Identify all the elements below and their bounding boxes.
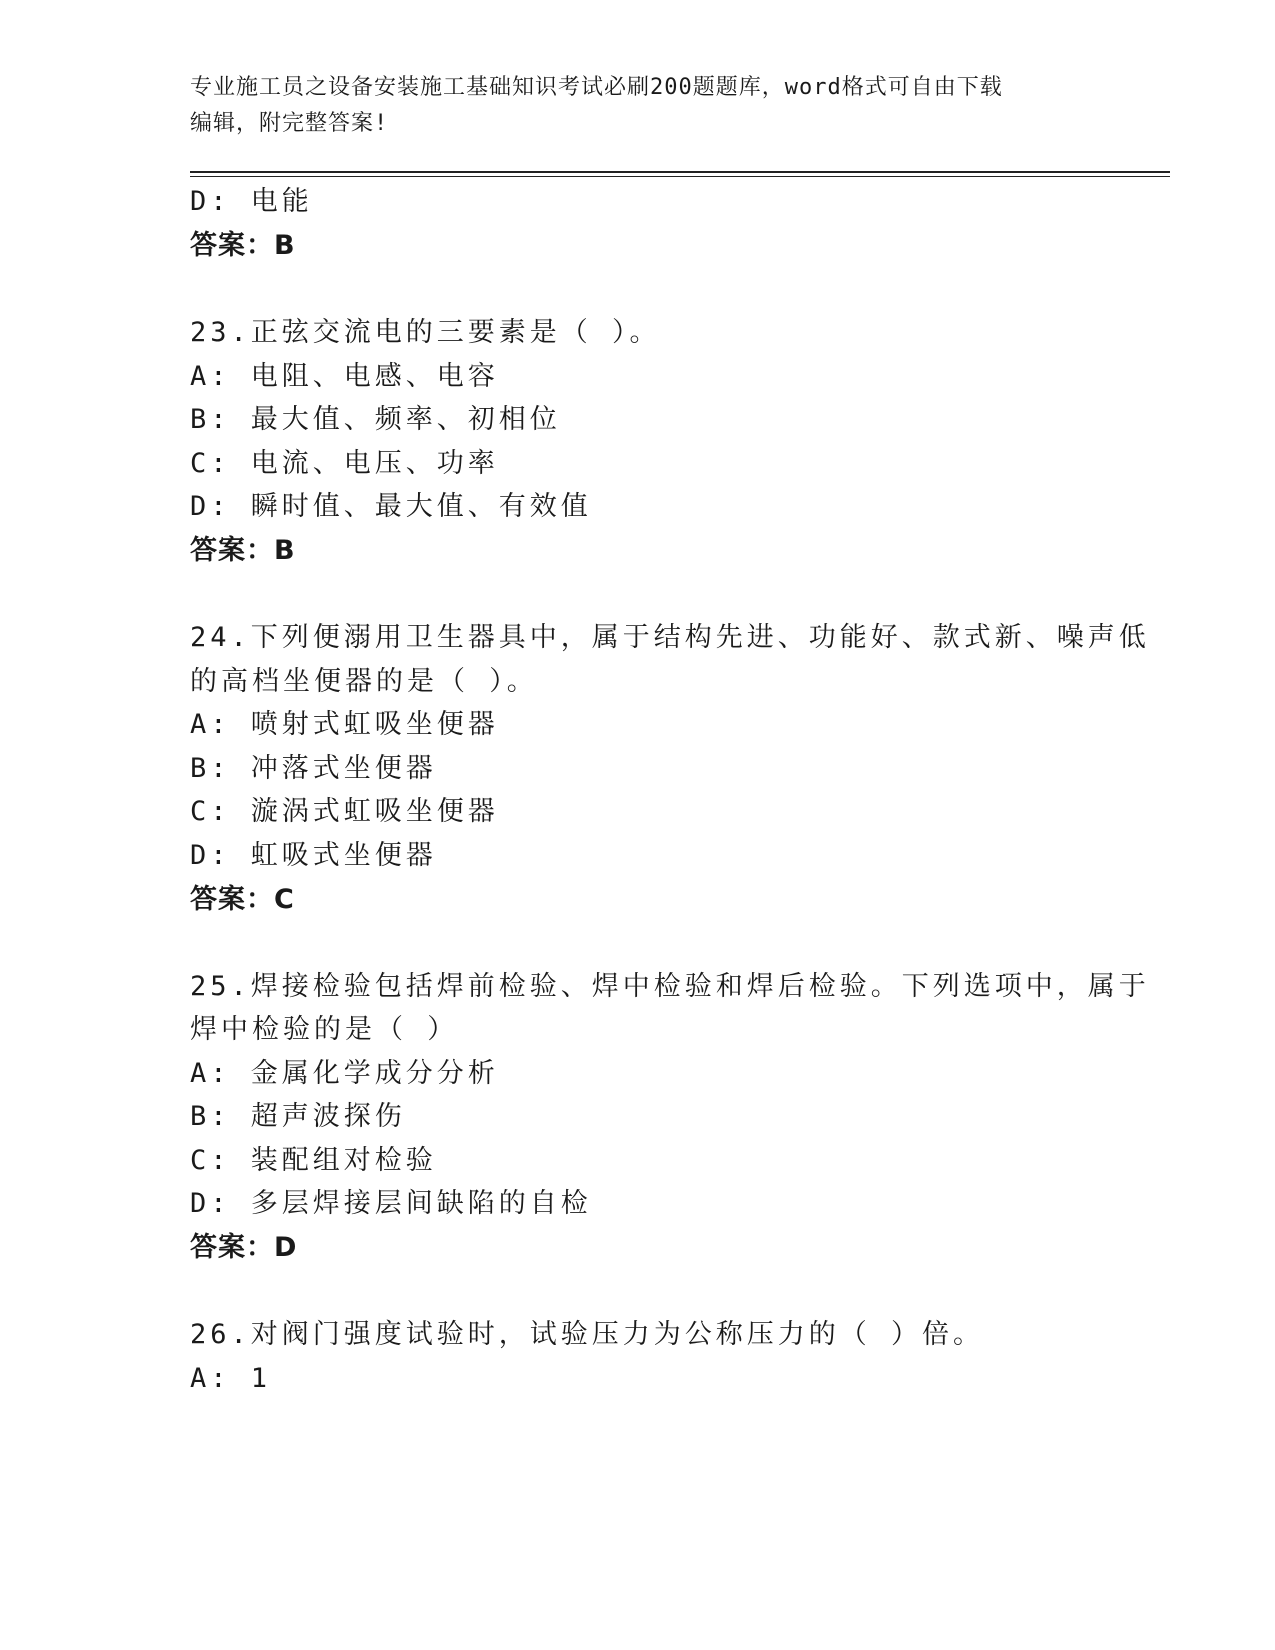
question-23-answer: 答案：B bbox=[190, 535, 296, 566]
question-23-option-a: A: 电阻、电感、电容 bbox=[190, 361, 499, 392]
question-24-option-c: C: 漩涡式虹吸坐便器 bbox=[190, 796, 499, 827]
prev-answer: 答案：B bbox=[190, 230, 296, 261]
question-24-answer: 答案：C bbox=[190, 884, 295, 915]
question-25-answer: 答案：D bbox=[190, 1232, 298, 1263]
header-rule-top bbox=[190, 171, 1170, 173]
question-25-option-d: D: 多层焊接层间缺陷的自检 bbox=[190, 1188, 592, 1219]
question-23-text: 23.正弦交流电的三要素是（ ）。 bbox=[190, 317, 661, 348]
question-24-text-line-2: 的高档坐便器的是（ ）。 bbox=[190, 666, 538, 697]
question-24-text-line-1: 24.下列便溺用卫生器具中，属于结构先进、功能好、款式新、噪声低 bbox=[190, 622, 1150, 653]
prev-option-d: D: 电能 bbox=[190, 186, 313, 217]
question-26-text: 26.对阀门强度试验时，试验压力为公称压力的（ ）倍。 bbox=[190, 1319, 985, 1350]
header-line-1: 专业施工员之设备安装施工基础知识考试必刷200题题库，word格式可自由下载 bbox=[190, 75, 1003, 100]
question-23-option-c: C: 电流、电压、功率 bbox=[190, 448, 499, 479]
header-line-2: 编辑，附完整答案! bbox=[190, 111, 389, 136]
document-header bbox=[190, 70, 1090, 142]
question-25-text-line-1: 25.焊接检验包括焊前检验、焊中检验和焊后检验。下列选项中，属于 bbox=[190, 971, 1150, 1002]
question-25-text-line-2: 焊中检验的是（ ） bbox=[190, 1014, 459, 1045]
header-rule-bottom bbox=[190, 176, 1170, 177]
question-25-option-b: B: 超声波探伤 bbox=[190, 1101, 406, 1132]
question-23-option-b: B: 最大值、频率、初相位 bbox=[190, 404, 561, 435]
question-23-option-d: D: 瞬时值、最大值、有效值 bbox=[190, 491, 592, 522]
question-25-option-a: A: 金属化学成分分析 bbox=[190, 1058, 499, 1089]
question-24-option-d: D: 虹吸式坐便器 bbox=[190, 840, 437, 871]
question-26-option-a: A: 1 bbox=[190, 1363, 272, 1394]
question-25-option-c: C: 装配组对检验 bbox=[190, 1145, 437, 1176]
question-24-option-b: B: 冲落式坐便器 bbox=[190, 753, 437, 784]
question-24-option-a: A: 喷射式虹吸坐便器 bbox=[190, 709, 499, 740]
